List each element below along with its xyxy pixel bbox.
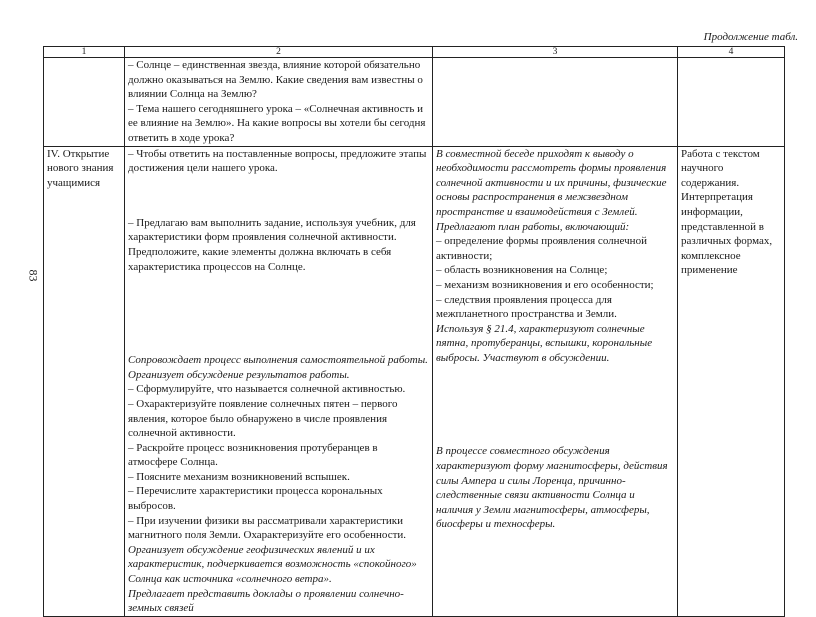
stage-title: IV. Открытие нового знания учащимися [47,147,114,189]
list-item: – Перечислите характеристики процесса корональных выбросов. [128,485,383,513]
paragraph: – Чтобы ответить на поставленные вопросы, предложите этапы достижения цели нашего урока. [128,147,427,175]
list-item: – область возникновения на Солнце; [436,264,608,277]
column-header: 2 [125,47,433,58]
table-row [44,146,785,616]
paragraph: Организует обсуждение геофизических явлений и их характеристик, подчеркивается возможность «спокойного» Солнца как источника «солнечного ветра». [128,543,417,586]
column-header: 1 [44,47,125,58]
paragraph: – Тема нашего сегодняшнего урока – «Солнечная активность и ее влияние на Землю». На какие вопросы вы хотели бы сегодня ответить в ходе урока? [128,102,426,144]
stage-cell [44,58,125,147]
column-header: 3 [433,47,678,58]
paragraph: В процессе совместного обсуждения характеризуют форму магнитосферы, действия силы Ампера и силы Лоренца, причинно-следственные связи активности Солнца и наличия у Земли магнитосферы, атмосферы, биосферы и техносферы. [436,445,668,531]
list-item: – Поясните механизм возникновений вспышек. [128,470,350,483]
paragraph: – Предлагаю вам выполнить задание, используя учебник, для характеристики форм проявления солнечной активности. Предположите, какие элементы должна включать в себя характеристика процессов на Солнце. [128,216,416,273]
skills-cell [678,146,785,616]
lesson-plan-table [43,46,785,617]
paragraph: Используя § 21.4, характеризуют солнечные пятна, протуберанцы, вспышки, корональные выбросы. Участвуют в обсуждении. [436,322,653,364]
student-activity-cell [433,58,678,147]
list-item: – Охарактеризуйте появление солнечных пятен – первого явления, которое было обнаружено в числе проявления солнечной активности. [128,397,398,440]
teacher-activity-cell [125,58,433,147]
list-item: – Сформулируйте, что называется солнечной активностью. [128,383,406,396]
skills-cell [678,58,785,147]
paragraph: – Солнце – единственная звезда, влияние которой обязательно должно оказываться на Землю. Какие сведения вам известны о влиянии Солнца на Землю? [128,59,423,101]
list-item: – определение формы проявления солнечной активности; [436,235,647,262]
column-number-row [44,47,785,58]
list-item: – Раскройте процесс возникновения протуберанцев в атмосфере Солнца. [128,441,378,469]
continuation-label: Продолжение табл. [703,31,798,43]
column-header: 4 [678,47,785,58]
paragraph: Сопровождает процесс выполнения самостоятельной работы. Организует обсуждение результатов работы. [128,354,428,381]
page-number: 83 [26,269,41,282]
paragraph: В совместной беседе приходят к выводу о необходимости рассмотреть формы проявления солнечной активности и их причины, физические основы распространения в межзвездном пространстве и взаимодействия с Землей. [436,147,667,218]
paragraph: Предлагает представить доклады о проявлении солнечно-земных связей [128,587,404,615]
student-activity-cell [433,146,678,616]
table-row [44,58,785,147]
list-item: – следствия проявления процесса для межпланетного пространства и Земли. [436,293,617,321]
paragraph: Предлагают план работы, включающий: [436,220,630,233]
stage-cell [44,146,125,616]
teacher-activity-cell [125,146,433,616]
paragraph: Работа с текстом научного содержания. Интерпретация информации, представленной в различных формах, комплексное применение [681,147,773,277]
list-item: – механизм возникновения и его особенности; [436,278,654,291]
list-item: – При изучении физики вы рассматривали характеристики магнитного поля Земли. Охарактеризуйте его особенности. [128,514,407,542]
